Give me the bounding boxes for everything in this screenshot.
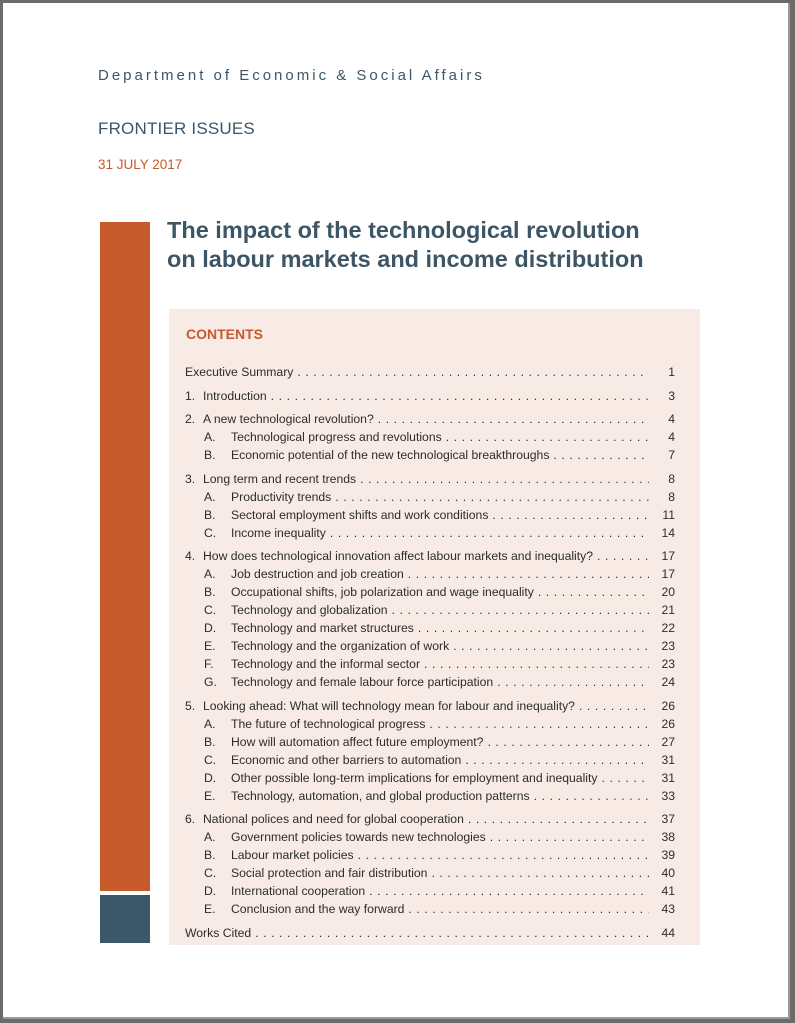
toc-entry-page-number: 31 — [661, 770, 675, 785]
toc-entry-label — [203, 410, 649, 428]
toc-entry-label-text: Other possible long-term implications for employment and inequality — [231, 770, 598, 785]
toc-entry-label-text: Productivity trends — [231, 489, 332, 504]
toc-entry-label-text: How does technological innovation affect labour markets and inequality? — [203, 549, 594, 563]
toc-entry-label-text: National polices and need for global cooperation — [203, 812, 464, 826]
publication-date: 31 JULY 2017 — [98, 157, 183, 172]
toc-entry-label — [231, 900, 649, 918]
toc-entry-page-number: 27 — [661, 734, 675, 749]
toc-entry-number: 6. — [185, 812, 196, 826]
toc-entry-label-text: Income inequality — [231, 525, 326, 540]
toc-entry[interactable] — [185, 751, 675, 769]
toc-entry[interactable] — [185, 900, 675, 918]
toc-entry[interactable] — [185, 506, 675, 524]
toc-entry-label-text: Sectoral employment shifts and work conditions — [231, 507, 489, 522]
toc-entry[interactable] — [185, 601, 675, 619]
toc-entry-number: A. — [204, 430, 216, 444]
toc-entry-label — [231, 524, 649, 542]
decorative-orange-bar — [100, 222, 150, 891]
toc-entry-label-text: Technology and globalization — [231, 603, 388, 617]
toc-entry-label — [231, 715, 649, 733]
toc-entry-label-text: Job destruction and job creation — [231, 567, 404, 581]
series-title: FRONTIER ISSUES — [98, 119, 255, 138]
toc-entry[interactable] — [185, 619, 675, 637]
toc-entry[interactable] — [185, 846, 675, 864]
title-line-1: The impact of the technological revolution — [167, 217, 640, 243]
toc-entry[interactable] — [185, 810, 675, 828]
contents-heading: CONTENTS — [186, 326, 263, 342]
toc-entry[interactable] — [185, 488, 675, 506]
toc-entry[interactable] — [185, 387, 675, 405]
toc-entry-number: B. — [204, 507, 216, 522]
toc-entry-label — [231, 846, 649, 864]
toc-entry-label — [203, 810, 649, 828]
toc-entry-number: A. — [204, 716, 216, 731]
title-line-2: on labour markets and income distribution — [167, 246, 644, 272]
toc-entry-label — [185, 924, 649, 942]
toc-entry-label — [203, 470, 649, 488]
toc-entry-label-text: Works Cited — [185, 925, 252, 940]
toc-entry-page-number: 17 — [661, 567, 675, 581]
toc-entry-page-number: 38 — [661, 830, 675, 844]
toc-entry-label-text: A new technological revolution? — [203, 412, 374, 426]
toc-entry-label-text: Technology and the informal sector — [231, 657, 421, 671]
toc-entry-number: 4. — [185, 549, 196, 563]
toc-entry-page-number: 22 — [661, 621, 675, 635]
toc-entry-label — [231, 619, 649, 637]
toc-entry-label — [231, 488, 649, 506]
toc-entry-number: E. — [204, 788, 216, 803]
toc-entry-number: C. — [204, 603, 217, 617]
toc-entry-number: D. — [204, 770, 217, 785]
toc-entry-label-text: Technology and market structures — [231, 621, 414, 635]
toc-entry-page-number: 20 — [661, 585, 675, 599]
toc-entry[interactable] — [185, 470, 675, 488]
toc-entry-number: A. — [204, 567, 216, 581]
toc-entry-page-number: 40 — [661, 866, 675, 880]
toc-entry-number: C. — [204, 525, 217, 540]
toc-entry-page-number: 26 — [661, 716, 675, 731]
toc-entry-number: 2. — [185, 412, 196, 426]
toc-entry-label — [231, 733, 649, 751]
toc-entry[interactable] — [185, 446, 675, 464]
toc-entry-number: B. — [204, 448, 216, 462]
toc-entry[interactable] — [185, 524, 675, 542]
toc-entry-label — [231, 446, 649, 464]
toc-entry-page-number: 21 — [661, 603, 675, 617]
toc-entry-label — [231, 601, 649, 619]
toc-entry-label — [185, 363, 649, 381]
toc-entry-page-number: 39 — [661, 848, 675, 862]
toc-entry-label-text: Executive Summary — [185, 365, 294, 379]
toc-entry-page-number: 26 — [661, 698, 675, 713]
toc-entry-number: D. — [204, 884, 217, 898]
toc-entry-page-number: 8 — [668, 489, 675, 504]
toc-entry-number: F. — [204, 657, 214, 671]
toc-entry-label — [231, 583, 649, 601]
toc-entry-label — [231, 506, 649, 524]
toc-entry[interactable] — [185, 769, 675, 787]
toc-entry-label-text: Looking ahead: What will technology mean for labour and inequality? — [203, 698, 575, 713]
toc-entry-label-text: Social protection and fair distribution — [231, 866, 428, 880]
toc-entry[interactable] — [185, 428, 675, 446]
toc-entry-number: B. — [204, 734, 216, 749]
toc-entry-page-number: 4 — [668, 412, 675, 426]
toc-entry-label — [231, 655, 649, 673]
toc-entry-page-number: 4 — [668, 430, 675, 444]
toc-entry-number: B. — [204, 848, 216, 862]
toc-entry-label — [231, 769, 649, 787]
toc-entry-label-text: The future of technological progress — [231, 716, 426, 731]
toc-entry-number: B. — [204, 585, 216, 599]
toc-entry[interactable] — [185, 363, 675, 381]
toc-entry-page-number: 1 — [668, 365, 675, 379]
toc-entry[interactable] — [185, 733, 675, 751]
toc-entry-page-number: 43 — [661, 902, 675, 916]
toc-entry-label-text: Government policies towards new technologies — [231, 830, 486, 844]
toc-entry-label-text: Occupational shifts, job polarization and wage inequality — [231, 585, 534, 599]
toc-entry-page-number: 14 — [661, 525, 675, 540]
toc-entry-page-number: 7 — [668, 448, 675, 462]
toc-entry-label — [231, 864, 649, 882]
toc-entry-label-text: Economic and other barriers to automation — [231, 752, 462, 767]
toc-entry-number: E. — [204, 902, 216, 916]
decorative-slate-block — [100, 895, 150, 943]
toc-entry-label — [203, 547, 649, 565]
toc-entry-label-text: Technology and female labour force participation — [231, 675, 494, 689]
toc-entry-label-text: International cooperation — [231, 884, 366, 898]
toc-entry[interactable] — [185, 787, 675, 805]
toc-entry[interactable] — [185, 565, 675, 583]
toc-entry[interactable] — [185, 924, 675, 942]
toc-entry-number: G. — [204, 675, 217, 689]
toc-entry[interactable] — [185, 864, 675, 882]
toc-entry-number: E. — [204, 639, 216, 653]
toc-entry-label — [231, 828, 649, 846]
toc-entry-label — [231, 787, 649, 805]
toc-entry-page-number: 23 — [661, 657, 675, 671]
toc-entry[interactable] — [185, 673, 675, 691]
toc-entry-page-number: 23 — [661, 639, 675, 653]
toc-entry[interactable] — [185, 637, 675, 655]
toc-entry-number: A. — [204, 830, 216, 844]
toc-entry-label-text: Labour market policies — [231, 848, 354, 862]
toc-entry-page-number: 3 — [668, 388, 675, 403]
toc-entry-label-text: Technological progress and revolutions — [231, 430, 442, 444]
toc-entry[interactable] — [185, 655, 675, 673]
toc-entry-number: 3. — [185, 471, 196, 486]
toc-entry-label-text: How will automation affect future employment? — [231, 734, 484, 749]
toc-entry-number: D. — [204, 621, 217, 635]
toc-entry[interactable] — [185, 828, 675, 846]
toc-entry-number: 1. — [185, 388, 196, 403]
toc-entry-page-number: 33 — [661, 788, 675, 803]
toc-entry-label — [231, 882, 649, 900]
toc-entry-label-text: Conclusion and the way forward — [231, 902, 405, 916]
toc-entry-number: A. — [204, 489, 216, 504]
toc-entry-page-number: 31 — [661, 752, 675, 767]
toc-entry-page-number: 11 — [662, 507, 675, 522]
toc-entry-label — [231, 565, 649, 583]
toc-entry-number: C. — [204, 752, 217, 767]
toc-entry-label — [203, 697, 649, 715]
toc-entry-label-text: Economic potential of the new technological breakthroughs — [231, 448, 550, 462]
toc-entry-label — [203, 387, 649, 405]
toc-entry-page-number: 24 — [661, 675, 675, 689]
toc-entry-page-number: 37 — [661, 812, 675, 826]
document-title — [167, 216, 707, 274]
toc-entry-label-text: Technology and the organization of work — [231, 639, 450, 653]
toc-entry-label-text: Introduction — [203, 388, 267, 403]
contents-panel — [169, 309, 700, 945]
toc-entry[interactable] — [185, 583, 675, 601]
toc-entry-label — [231, 751, 649, 769]
toc-entry-page-number: 8 — [668, 471, 675, 486]
toc-entry-page-number: 44 — [661, 925, 675, 940]
toc-entry[interactable] — [185, 697, 675, 715]
document-page — [3, 3, 790, 1019]
toc-entry-label-text: Technology, automation, and global production patterns — [231, 788, 530, 803]
toc-entry-number: C. — [204, 866, 217, 880]
toc-entry-page-number: 17 — [661, 549, 675, 563]
toc-entry[interactable] — [185, 547, 675, 565]
toc-entry[interactable] — [185, 410, 675, 428]
toc-entry[interactable] — [185, 882, 675, 900]
toc-entry-label-text: Long term and recent trends — [203, 471, 357, 486]
toc-entry-label — [231, 673, 649, 691]
toc-entry[interactable] — [185, 715, 675, 733]
toc-entry-page-number: 41 — [661, 884, 675, 898]
toc-entry-number: 5. — [185, 698, 196, 713]
toc-entry-label — [231, 428, 649, 446]
toc-entry-label — [231, 637, 649, 655]
department-name: Department of Economic & Social Affairs — [98, 67, 485, 84]
